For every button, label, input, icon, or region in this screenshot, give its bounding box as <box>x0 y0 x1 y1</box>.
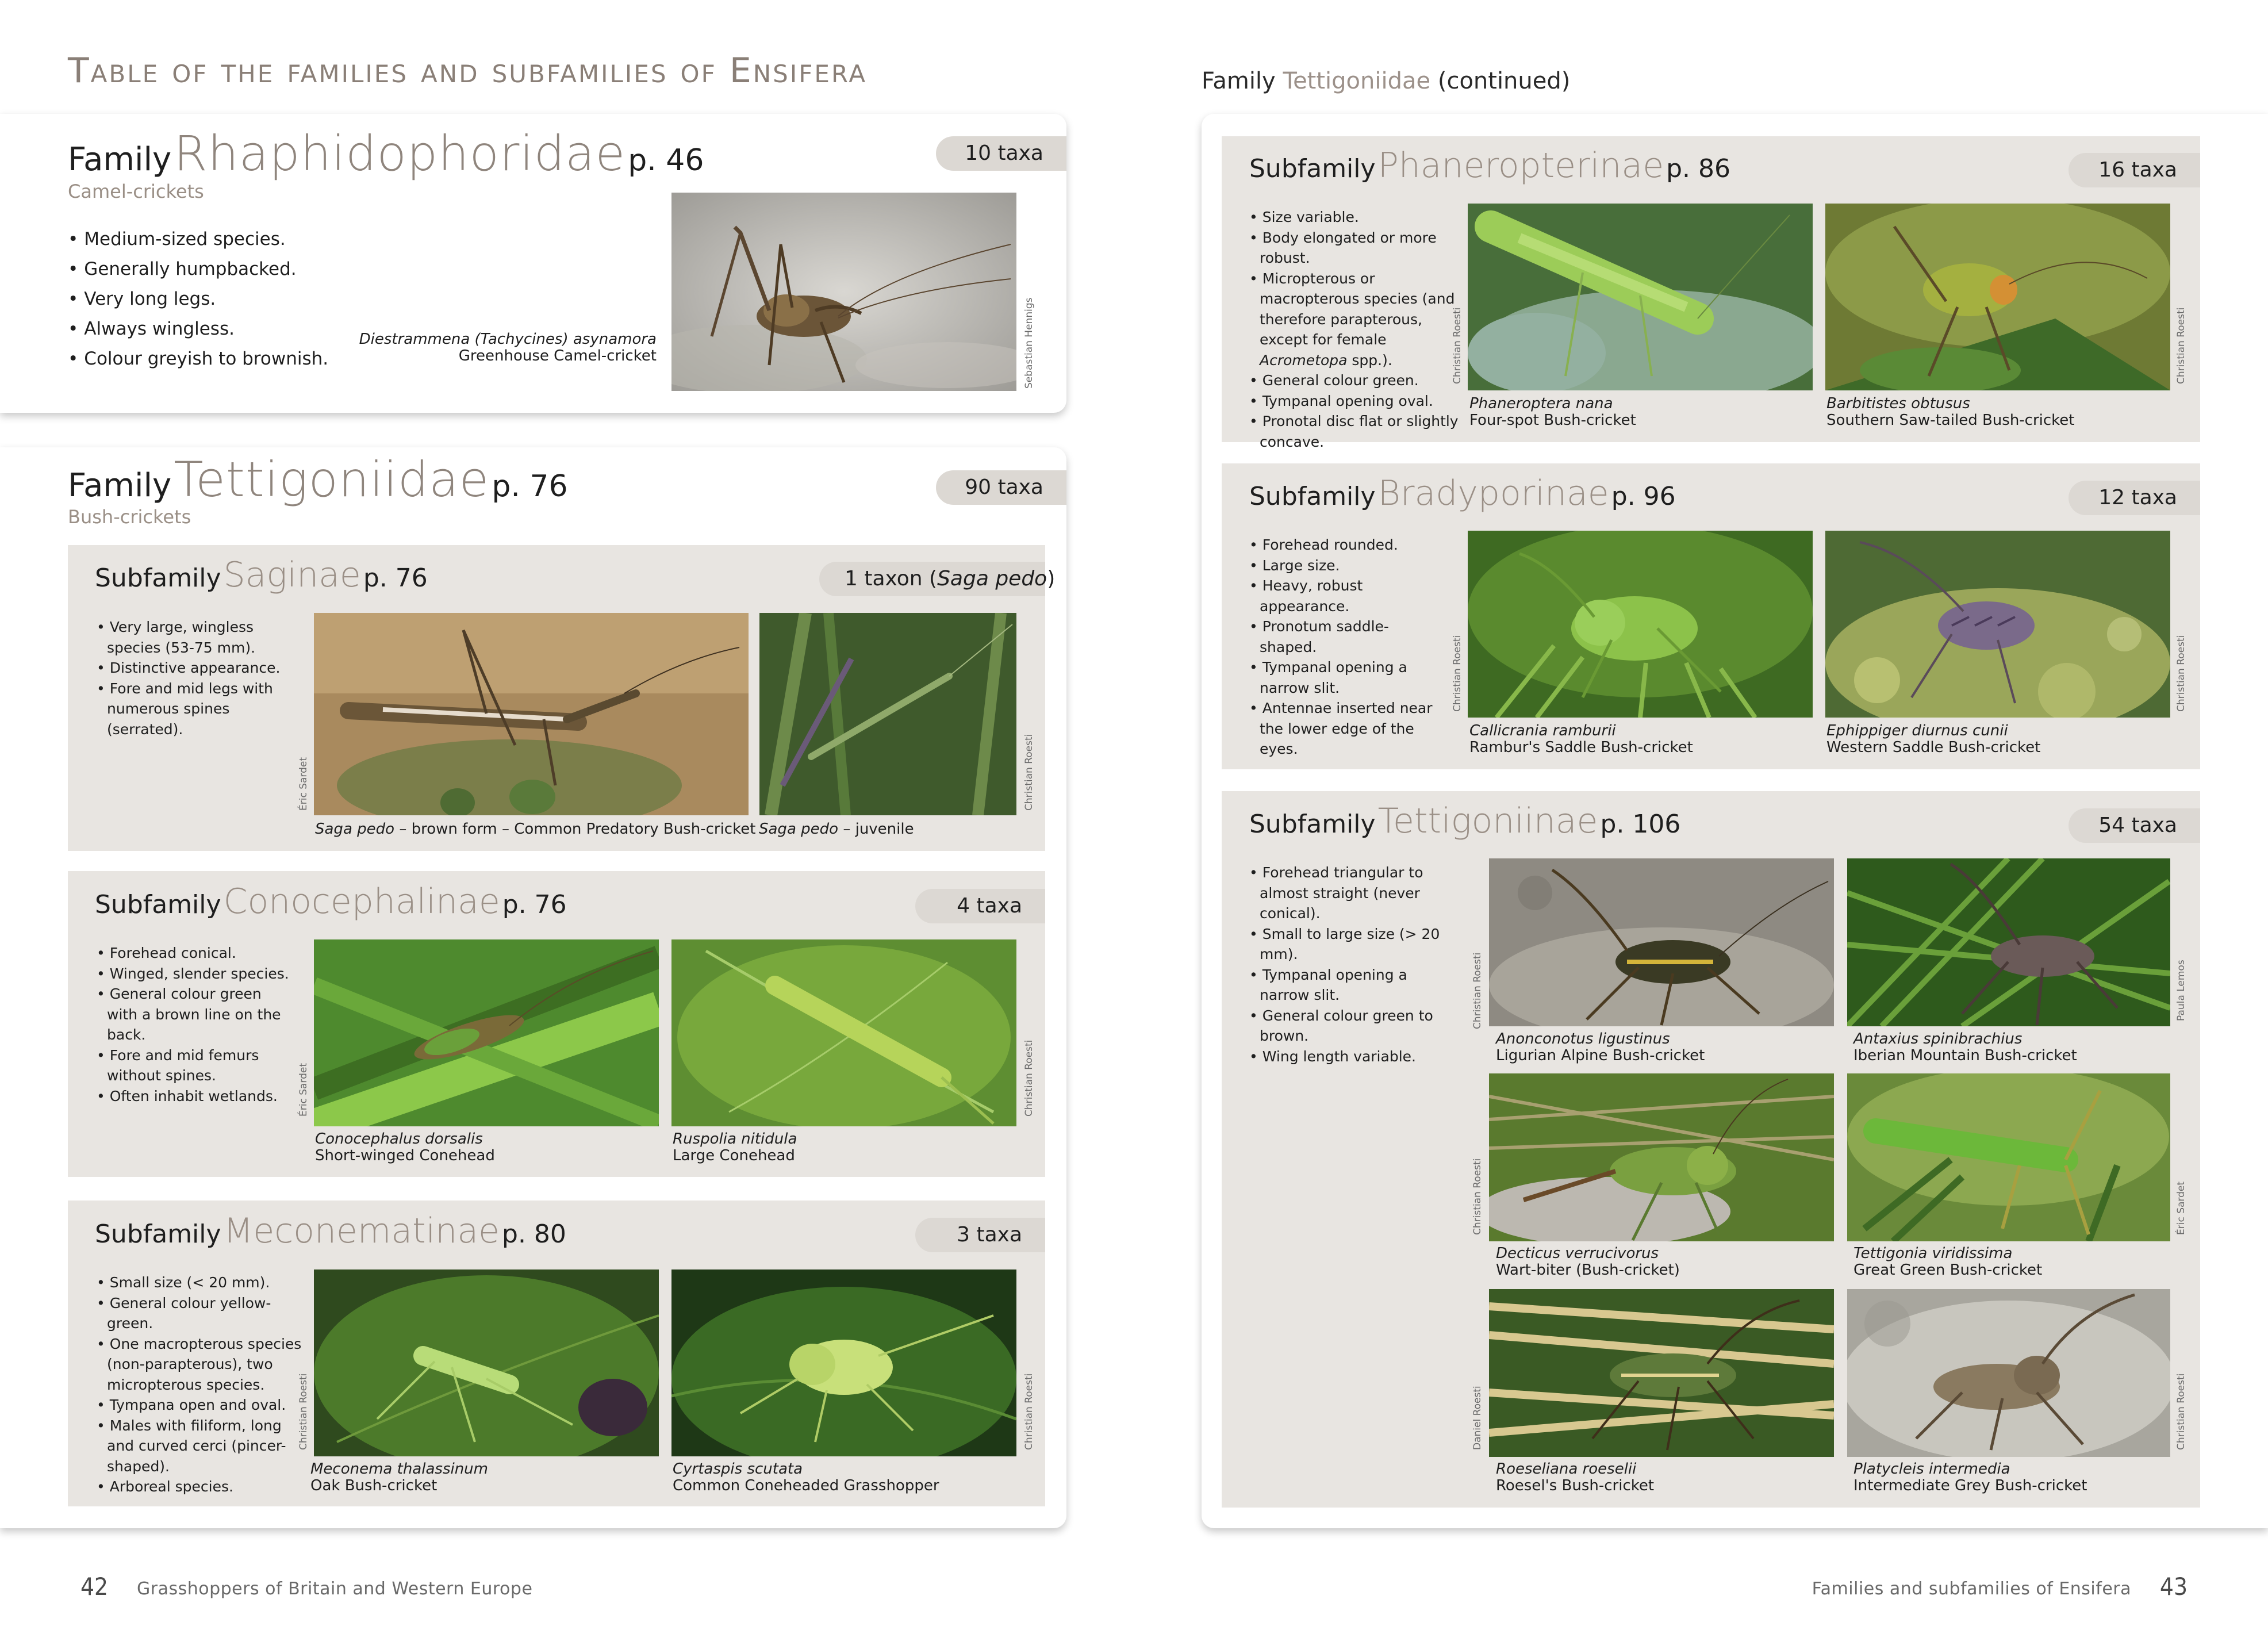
photo-caption: Barbitistes obtusus Southern Saw-tailed Bush-cricket <box>1826 395 2075 429</box>
photo-credit: Paula Lemos <box>2175 960 2187 1021</box>
page-number: 42 <box>80 1573 109 1601</box>
saga-pedo-photo <box>314 613 749 815</box>
taxa-badge: 90 taxa <box>936 470 1066 505</box>
trait-item: • Pronotum saddle-shaped. <box>1249 616 1445 657</box>
taxa-badge: 1 taxon (Saga pedo) <box>819 562 1045 596</box>
photo-caption: Anonconotus ligustinus Ligurian Alpine Bush-cricket <box>1496 1030 1705 1064</box>
photo-credit: Christian Roesti <box>2175 307 2187 384</box>
photo-caption: Tettigonia viridissima Great Green Bush-cricket <box>1853 1245 2043 1279</box>
subfamily-name: Bradyporinae <box>1377 473 1609 513</box>
photo-caption: Saga pedo – juvenile <box>759 820 914 838</box>
trait-item: • Tympanal opening a narrow slit. <box>1249 657 1445 698</box>
camel-cricket-photo <box>671 193 1016 391</box>
photo-caption: Cyrtaspis scutata Common Coneheaded Grasshopper <box>673 1460 939 1494</box>
photo-caption: Ephippiger diurnus cunii Western Saddle Bush-cricket <box>1826 722 2041 756</box>
page-number: 43 <box>2159 1573 2188 1601</box>
subfamily-name: Tettigoniinae <box>1377 801 1598 841</box>
family-page-ref: p. 76 <box>492 469 568 504</box>
trait-item: • Body elongated or more robust. <box>1249 228 1468 269</box>
photo-caption: Conocephalus dorsalis Short-winged Conehead <box>315 1130 495 1164</box>
family-heading: FamilyTettigoniidaep. 76 <box>68 451 568 508</box>
photo-caption: Platycleis intermedia Intermediate Grey Bush-cricket <box>1853 1460 2087 1494</box>
trait-item: • Medium-sized species. <box>68 224 328 254</box>
trait-item: • Generally humpbacked. <box>68 254 328 284</box>
trait-item: • Winged, slender species. <box>97 964 292 984</box>
family-name: Rhaphidophoridae <box>174 125 626 182</box>
subfamily-traits-list <box>1249 207 1468 452</box>
photo-credit: Christian Roesti <box>2175 1373 2187 1450</box>
family-common-name: Bush-crickets <box>68 506 191 528</box>
taxa-badge: 12 taxa <box>2069 481 2200 515</box>
photo-credit: Éric Sardet <box>2175 1181 2187 1235</box>
taxa-badge: 3 taxa <box>915 1218 1045 1252</box>
photo-credit: Sebastian Hennigs <box>1023 297 1035 389</box>
family-name: Tettigoniidae <box>174 451 490 508</box>
trait-item: • Colour greyish to brownish. <box>68 344 328 374</box>
trait-item: • Fore and mid legs with numerous spines (serrated). <box>97 678 292 740</box>
taxa-badge: 16 taxa <box>2069 153 2200 187</box>
trait-item: • Pronotal disc flat or slightly concave. <box>1249 411 1468 452</box>
subfamily-heading: SubfamilyBradyporinaep. 96 <box>1249 473 1676 513</box>
meconema-thalassinum-photo <box>314 1270 659 1456</box>
photo-credit: Christian Roesti <box>1452 307 1463 384</box>
trait-item: • Very large, wingless species (53-75 mm). <box>97 617 292 658</box>
photo-credit: Éric Sardet <box>298 757 309 811</box>
callicrania-ramburii-photo <box>1468 531 1813 718</box>
trait-item: • Males with filiform, long and curved cerci (pincer-shaped). <box>97 1416 304 1477</box>
photo-caption: Meconema thalassinum Oak Bush-cricket <box>310 1460 488 1494</box>
trait-item: • Wing length variable. <box>1249 1046 1456 1067</box>
photo-credit: Christian Roesti <box>1023 1373 1035 1450</box>
trait-item: • Size variable. <box>1249 207 1468 228</box>
photo-credit: Daniel Roesti <box>1472 1386 1483 1450</box>
trait-item: • Tympanal opening oval. <box>1249 391 1468 412</box>
trait-item: • Heavy, robust appearance. <box>1249 576 1445 616</box>
subfamily-traits-list <box>97 617 292 739</box>
saga-pedo-juvenile-photo <box>759 613 1016 815</box>
trait-item: • Small to large size (> 20 mm). <box>1249 924 1456 965</box>
trait-item: • Large size. <box>1249 555 1445 576</box>
photo-credit: Christian Roesti <box>1023 1040 1035 1117</box>
trait-item: • Tympanal opening a narrow slit. <box>1249 965 1456 1006</box>
trait-item: • Forehead conical. <box>97 943 292 964</box>
photo-credit: Éric Sardet <box>298 1063 309 1117</box>
photo-credit: Christian Roesti <box>1452 635 1463 712</box>
trait-item: • Very long legs. <box>68 284 328 314</box>
roeseliana-roeselii-photo <box>1489 1289 1834 1457</box>
tettigonia-viridissima-photo <box>1847 1073 2170 1241</box>
taxa-badge: 4 taxa <box>915 889 1045 923</box>
subfamily-heading: SubfamilySaginaep. 76 <box>95 555 428 595</box>
family-traits-list <box>68 224 328 374</box>
subfamily-traits-list <box>1249 862 1456 1067</box>
subfamily-name: Conocephalinae <box>223 881 500 922</box>
taxa-badge: 54 taxa <box>2069 808 2200 843</box>
subfamily-heading: SubfamilyConocephalinaep. 76 <box>95 881 567 922</box>
trait-item: • Forehead triangular to almost straight (never conical). <box>1249 862 1456 924</box>
subfamily-name: Meconematinae <box>223 1211 500 1251</box>
photo-credit: Christian Roesti <box>2175 635 2187 712</box>
trait-item: • Always wingless. <box>68 314 328 344</box>
phaneroptera-nana-photo <box>1468 204 1813 390</box>
subfamily-heading: SubfamilyTettigoniinaep. 106 <box>1249 801 1681 841</box>
barbitistes-obtusus-photo <box>1825 204 2170 390</box>
family-page-ref: p. 46 <box>628 143 704 178</box>
photo-caption: Ruspolia nitidula Large Conehead <box>673 1130 797 1164</box>
subfamily-heading: SubfamilyPhaneropterinaep. 86 <box>1249 145 1731 186</box>
trait-item: • One macropterous species (non-parapterous), two micropterous species. <box>97 1334 304 1395</box>
trait-item: • Tympana open and oval. <box>97 1395 304 1416</box>
photo-caption: Decticus verrucivorus Wart-biter (Bush-cricket) <box>1496 1245 1680 1279</box>
subfamily-heading: SubfamilyMeconematinaep. 80 <box>95 1211 566 1251</box>
trait-item: • Micropterous or macropterous species (and therefore parapterous, except for female Acrometopa spp.). <box>1249 269 1468 371</box>
trait-item: • Arboreal species. <box>97 1476 304 1497</box>
running-footer: Grasshoppers of Britain and Western Europe <box>137 1579 533 1599</box>
subfamily-page-ref: p. 96 <box>1611 482 1676 511</box>
conocephalus-dorsalis-photo <box>314 939 659 1126</box>
cyrtaspis-scutata-photo <box>671 1270 1016 1456</box>
trait-item: • General colour green with a brown line on the back. <box>97 984 292 1045</box>
family-common-name: Camel-crickets <box>68 181 204 202</box>
photo-credit: Christian Roesti <box>1472 952 1483 1029</box>
subfamily-page-ref: p. 86 <box>1666 154 1731 183</box>
photo-caption: Callicrania ramburii Rambur's Saddle Bush-cricket <box>1469 722 1693 756</box>
running-footer: Families and subfamilies of Ensifera <box>1812 1579 2131 1599</box>
subfamily-page-ref: p. 76 <box>363 563 428 593</box>
photo-credit: Christian Roesti <box>298 1373 309 1450</box>
subfamily-page-ref: p. 106 <box>1600 810 1681 839</box>
platycleis-intermedia-photo <box>1847 1289 2170 1457</box>
photo-caption: Roeseliana roeselii Roesel's Bush-cricket <box>1496 1460 1655 1494</box>
subfamily-name: Saginae <box>223 555 361 595</box>
family-heading: FamilyRhaphidophoridaep. 46 <box>68 125 704 182</box>
trait-item: • Fore and mid femurs without spines. <box>97 1045 292 1086</box>
photo-credit: Christian Roesti <box>1023 734 1035 811</box>
trait-item: • Antennae inserted near the lower edge of the eyes. <box>1249 698 1445 760</box>
trait-item: • Small size (< 20 mm). <box>97 1272 304 1293</box>
ruspolia-nitidula-photo <box>671 939 1016 1126</box>
photo-caption: Antaxius spinibrachius Iberian Mountain Bush-cricket <box>1853 1030 2077 1064</box>
subfamily-page-ref: p. 80 <box>502 1219 566 1249</box>
subfamily-page-ref: p. 76 <box>502 890 567 919</box>
trait-item: • Often inhabit wetlands. <box>97 1086 292 1107</box>
trait-item: • Distinctive appearance. <box>97 658 292 678</box>
subfamily-traits-list <box>97 943 292 1106</box>
decticus-verrucivorus-photo <box>1489 1073 1834 1241</box>
page-title: Table of the families and subfamilies of Ensifera <box>68 51 868 91</box>
taxa-badge: 10 taxa <box>936 136 1066 171</box>
photo-caption: Saga pedo – brown form – Common Predatory Bush-cricket <box>315 820 756 838</box>
subfamily-name: Phaneropterinae <box>1377 145 1664 186</box>
subfamily-traits-list <box>1249 535 1445 760</box>
photo-caption: Phaneroptera nana Four-spot Bush-cricket <box>1469 395 1636 429</box>
continued-title: Family Tettigoniidae (continued) <box>1202 68 1571 94</box>
trait-item: • General colour green to brown. <box>1249 1006 1456 1046</box>
anonconotus-ligustinus-photo <box>1489 858 1834 1026</box>
subfamily-traits-list <box>97 1272 304 1497</box>
trait-item: • Forehead rounded. <box>1249 535 1445 555</box>
photo-caption: Diestrammena (Tachycines) asynamora Greenhouse Camel-cricket <box>359 331 657 365</box>
trait-item: • General colour green. <box>1249 370 1468 391</box>
photo-credit: Christian Roesti <box>1472 1158 1483 1235</box>
antaxius-spinibrachius-photo <box>1847 858 2170 1026</box>
trait-item: • General colour yellow-green. <box>97 1293 304 1334</box>
ephippiger-diurnus-cunii-photo <box>1825 531 2170 718</box>
